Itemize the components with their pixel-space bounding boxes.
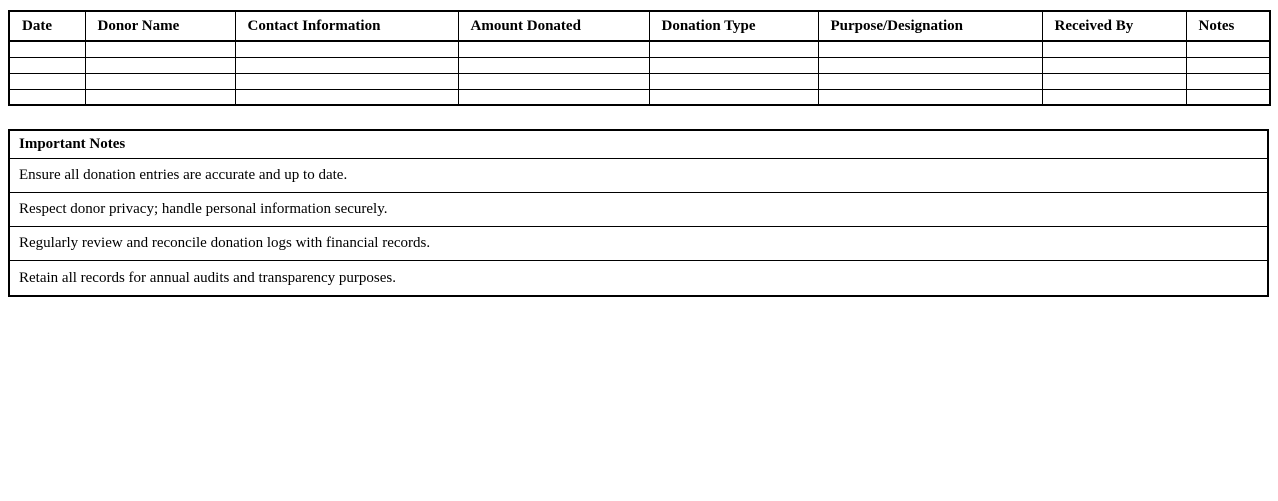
empty-cell-date[interactable]: [9, 73, 85, 89]
empty-cell-contact-information[interactable]: [235, 73, 458, 89]
empty-cell-received-by[interactable]: [1042, 73, 1186, 89]
empty-cell-amount-donated[interactable]: [458, 89, 649, 105]
column-header-donation-type: Donation Type: [649, 11, 818, 41]
empty-cell-amount-donated[interactable]: [458, 73, 649, 89]
note-item: Retain all records for annual audits and transparency purposes.: [19, 269, 396, 286]
empty-cell-donation-type[interactable]: [649, 73, 818, 89]
column-header-donor-name: Donor Name: [85, 11, 235, 41]
empty-cell-purpose-designation[interactable]: [818, 57, 1042, 73]
notes-section-title: Important Notes: [10, 131, 1267, 159]
empty-cell-purpose-designation[interactable]: [818, 41, 1042, 57]
empty-cell-purpose-designation[interactable]: [818, 89, 1042, 105]
empty-cell-received-by[interactable]: [1042, 41, 1186, 57]
empty-cell-donor-name[interactable]: [85, 73, 235, 89]
empty-cell-donation-type[interactable]: [649, 57, 818, 73]
note-item: Ensure all donation entries are accurate and up to date.: [10, 159, 1267, 193]
table-row: [9, 57, 1270, 73]
empty-cell-received-by[interactable]: [1042, 57, 1186, 73]
empty-cell-notes[interactable]: [1186, 41, 1270, 57]
table-row: [9, 89, 1270, 105]
empty-cell-amount-donated[interactable]: [458, 57, 649, 73]
empty-cell-donor-name[interactable]: [85, 41, 235, 57]
empty-cell-notes[interactable]: [1186, 57, 1270, 73]
table-row: [9, 41, 1270, 57]
important-notes-section: [8, 129, 1269, 297]
empty-cell-donor-name[interactable]: [85, 89, 235, 105]
empty-cell-date[interactable]: [9, 89, 85, 105]
note-item: Respect donor privacy; handle personal information securely.: [10, 193, 1267, 227]
empty-cell-date[interactable]: [9, 57, 85, 73]
column-header-notes: Notes: [1186, 11, 1270, 41]
empty-cell-amount-donated[interactable]: [458, 41, 649, 57]
table-body: [9, 41, 1270, 105]
column-header-date: Date: [9, 11, 85, 41]
donation-log-table: [8, 10, 1271, 106]
empty-cell-donation-type[interactable]: [649, 89, 818, 105]
empty-cell-received-by[interactable]: [1042, 89, 1186, 105]
empty-cell-donation-type[interactable]: [649, 41, 818, 57]
note-item: Regularly review and reconcile donation logs with financial records.: [10, 227, 1267, 261]
column-header-amount-donated: Amount Donated: [458, 11, 649, 41]
empty-cell-notes[interactable]: [1186, 73, 1270, 89]
empty-cell-notes[interactable]: [1186, 89, 1270, 105]
empty-cell-date[interactable]: [9, 41, 85, 57]
empty-cell-contact-information[interactable]: [235, 57, 458, 73]
column-header-received-by: Received By: [1042, 11, 1186, 41]
empty-cell-contact-information[interactable]: [235, 41, 458, 57]
table-row: [9, 73, 1270, 89]
column-header-purpose-designation: Purpose/Designation: [818, 11, 1042, 41]
column-header-contact-information: Contact Information: [235, 11, 458, 41]
empty-cell-contact-information[interactable]: [235, 89, 458, 105]
table-header-row: [9, 11, 1270, 41]
empty-cell-purpose-designation[interactable]: [818, 73, 1042, 89]
empty-cell-donor-name[interactable]: [85, 57, 235, 73]
